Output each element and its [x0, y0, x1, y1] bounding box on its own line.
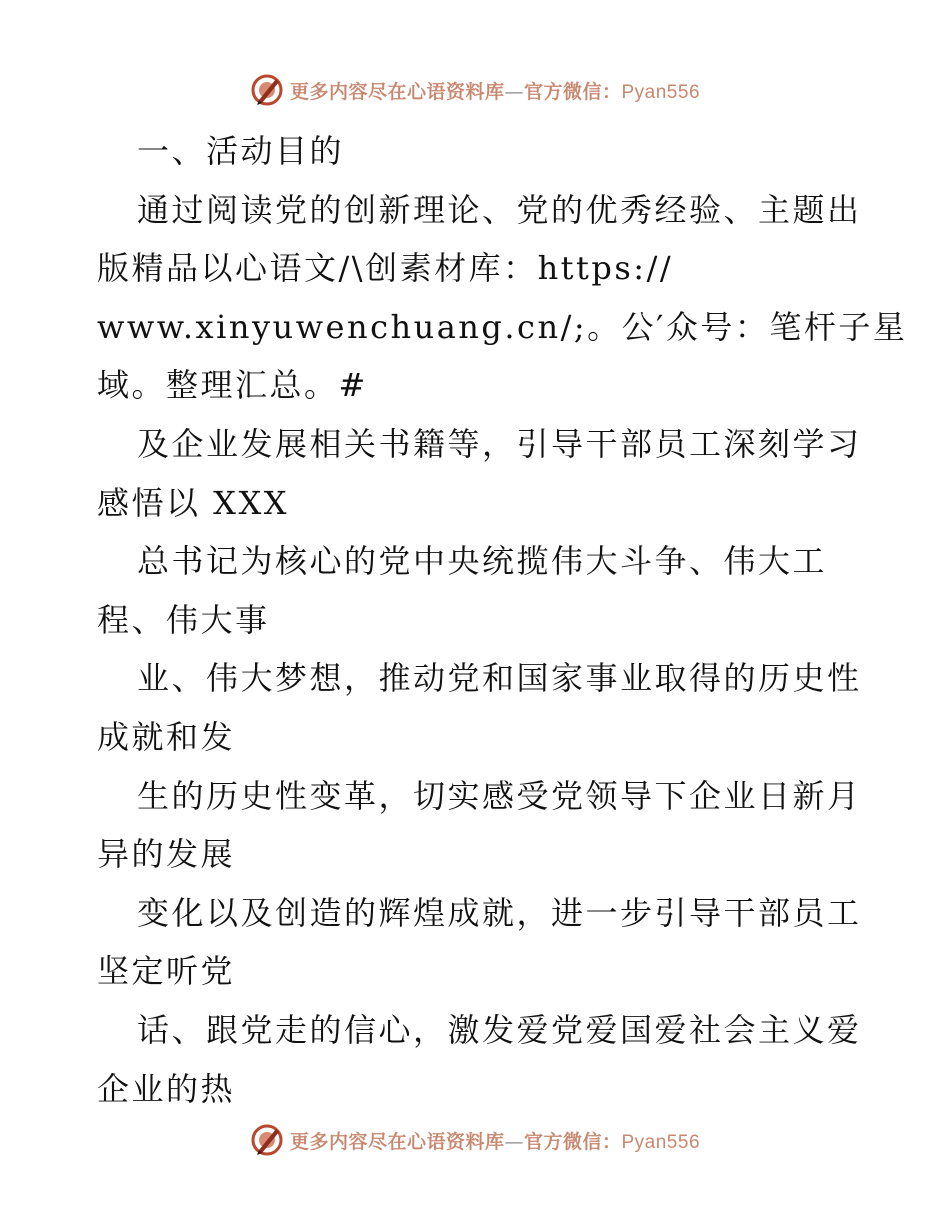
- body-line: 企业的热: [97, 1069, 236, 1108]
- body-line: 坚定听党: [97, 952, 236, 991]
- body-line: 生的历史性变革，切实感受党领导下企业日新月: [137, 776, 862, 815]
- body-line: 成就和发: [97, 717, 236, 756]
- body-line: 异的发展: [97, 835, 236, 874]
- header-banner: [0, 70, 950, 110]
- body-line: www.xinyuwenchuang.cn/;。公′众号：笔杆子星: [97, 307, 908, 346]
- pen-logo-icon: [250, 73, 284, 107]
- body-line: 程、伟大事: [97, 600, 270, 639]
- body-line: 版精品以心语文/\创素材库：https://: [97, 249, 674, 288]
- body-line: 及企业发展相关书籍等，引导干部员工深刻学习: [137, 424, 862, 463]
- pen-logo-icon: [250, 1123, 284, 1157]
- section-heading: 一、活动目的: [137, 132, 345, 170]
- body-line: 通过阅读党的创新理论、党的优秀经验、主题出: [137, 190, 862, 229]
- body-line: 话、跟党走的信心，激发爱党爱国爱社会主义爱: [137, 1010, 862, 1049]
- footer-banner: [0, 1120, 950, 1160]
- footer-banner-text: 更多内容尽在心语资料库—官方微信：Pyan556: [289, 1130, 701, 1153]
- body-line: 业、伟大梦想，推动党和国家事业取得的历史性: [137, 659, 862, 698]
- document-body: [97, 122, 908, 1118]
- body-line: 感悟以 XXX: [97, 483, 290, 522]
- body-line: 变化以及创造的辉煌成就，进一步引导干部员工: [137, 893, 862, 932]
- header-banner-text: 更多内容尽在心语资料库—官方微信：Pyan556: [289, 80, 701, 103]
- body-line: 域。整理汇总。#: [97, 366, 368, 405]
- body-line: 总书记为核心的党中央统揽伟大斗争、伟大工: [137, 542, 828, 581]
